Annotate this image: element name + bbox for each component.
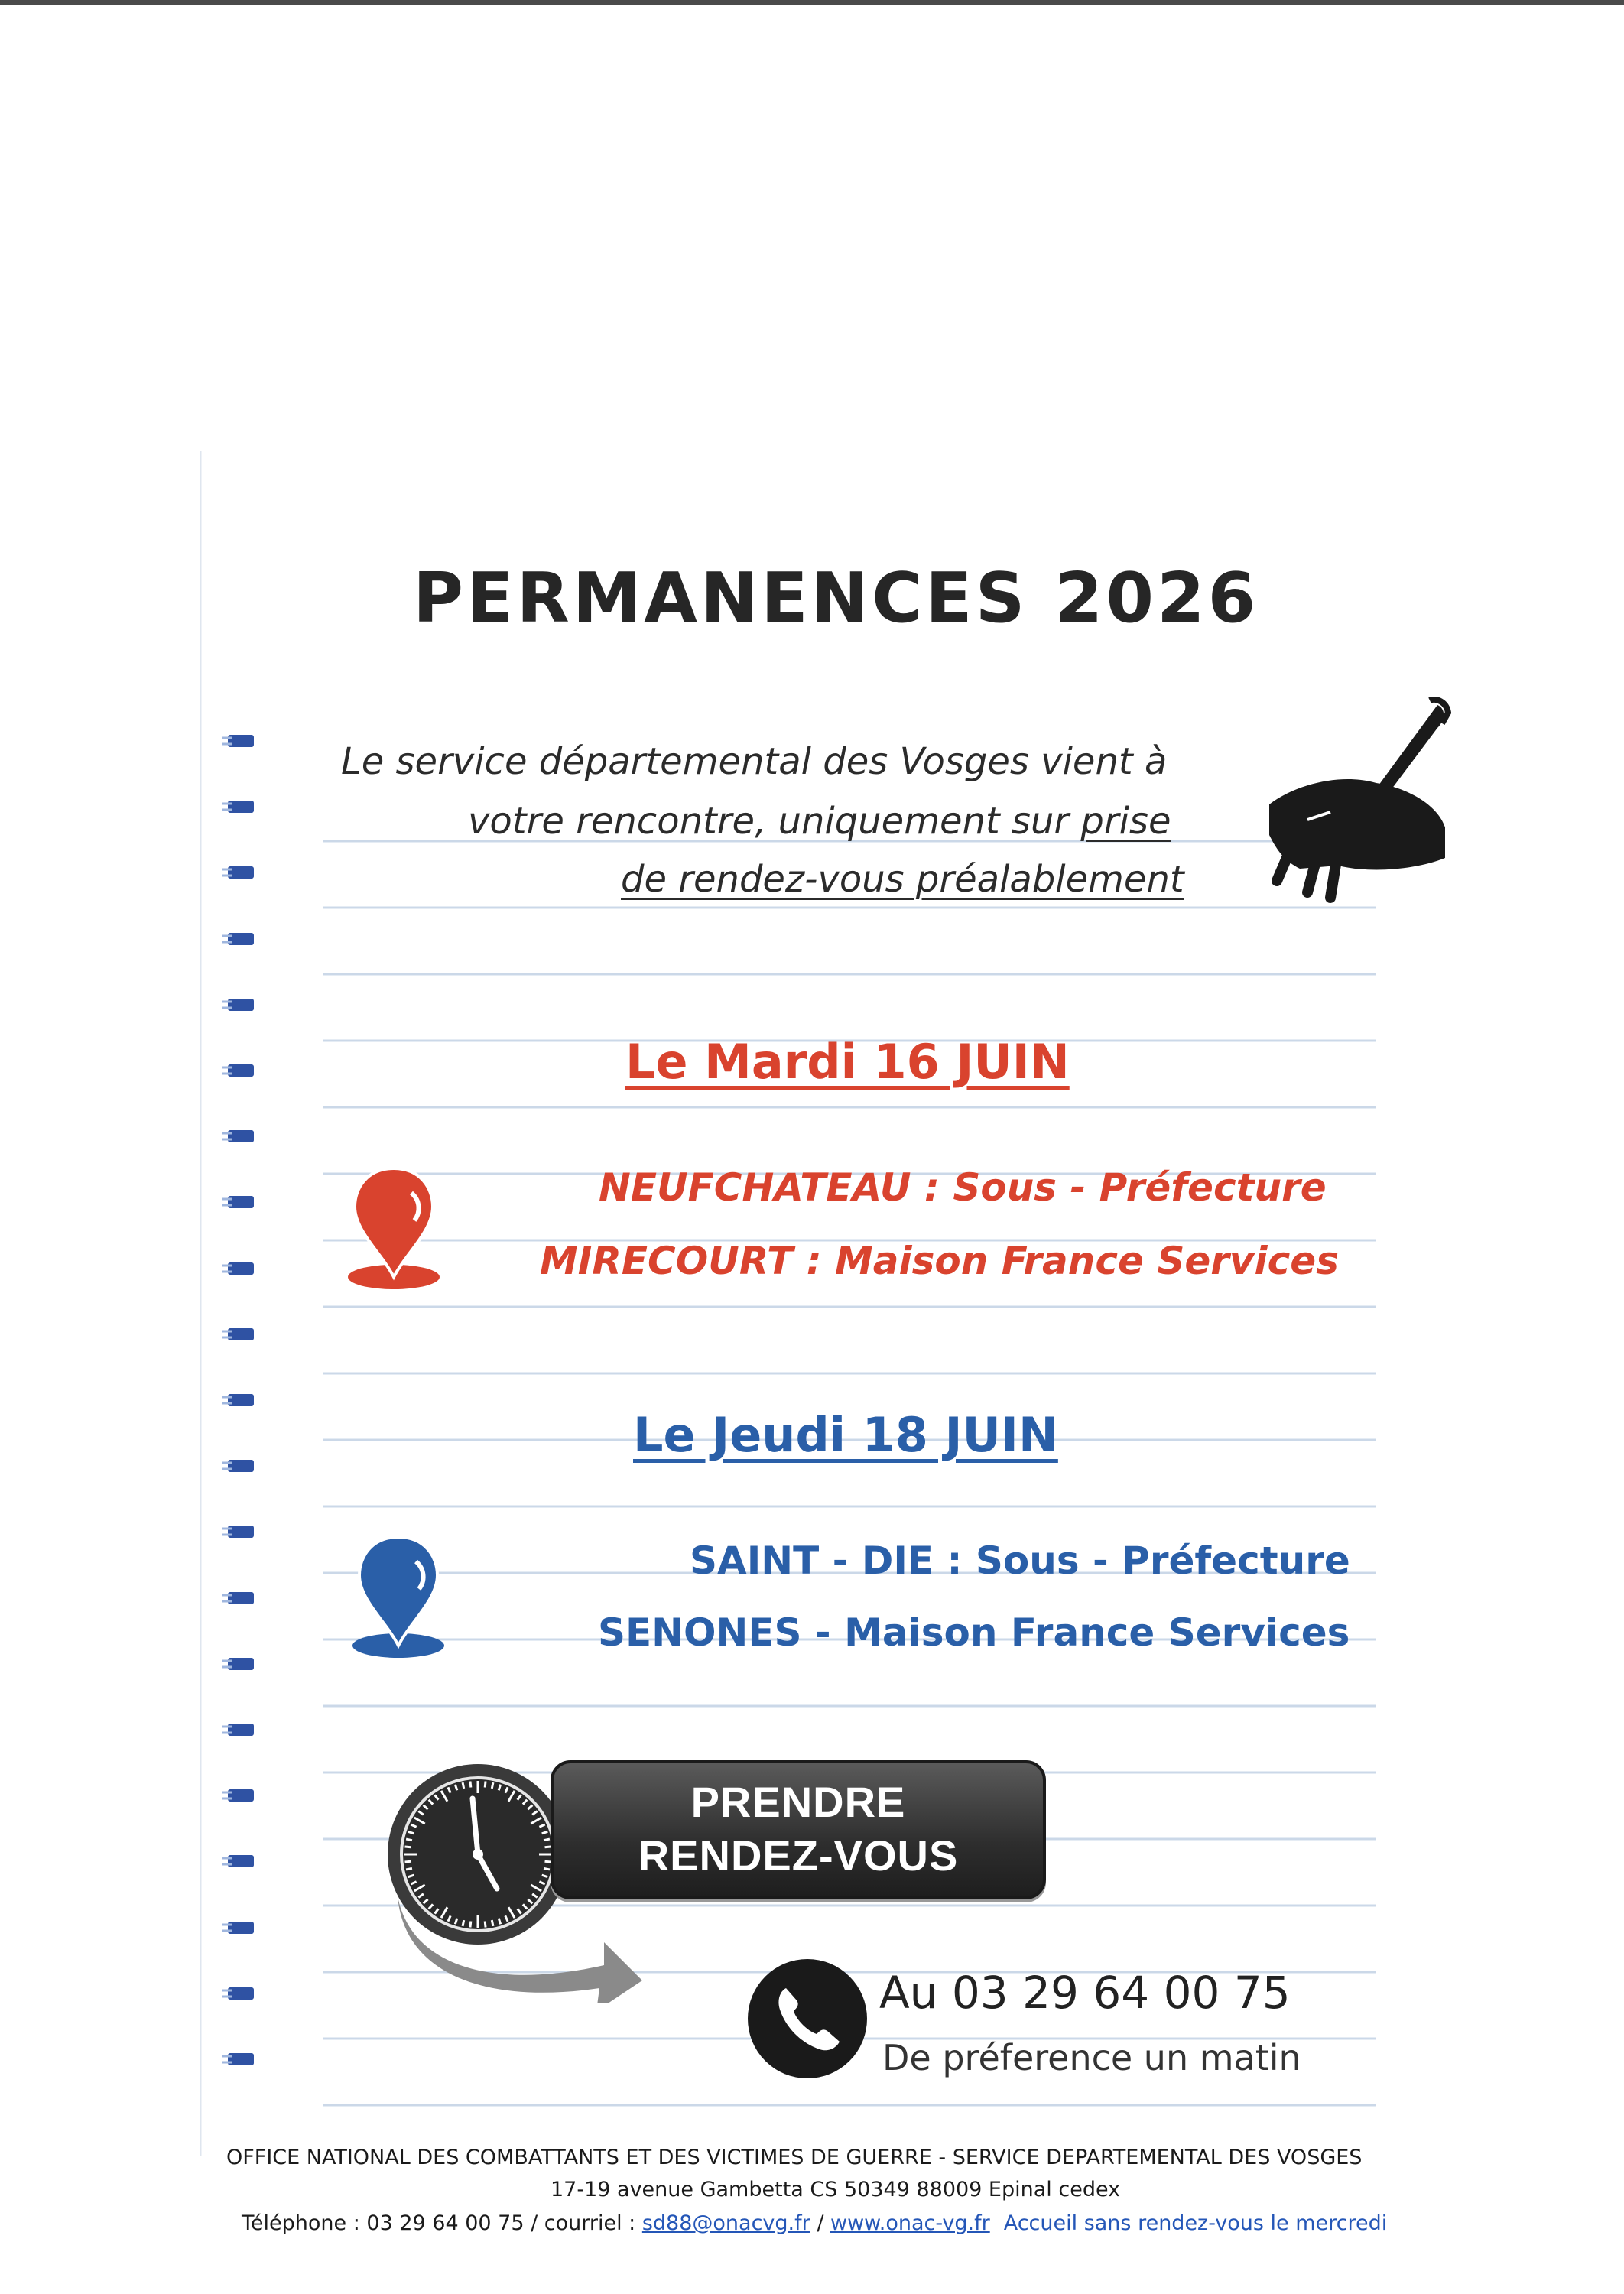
intro-line-2-text: votre rencontre, uniquement sur [468,800,1081,843]
clock-tick [406,1839,412,1841]
day1-place-1: NEUFCHATEAU : Sous - Préfecture [599,1165,1327,1210]
spiral-ring [222,1721,255,1738]
spiral-ring [222,1457,255,1474]
spiral-ring [222,1326,255,1343]
footer-notice: Accueil sans rendez-vous le mercredi [1003,2211,1388,2235]
day1-heading: Le Mardi 16 JUIN [625,1034,1070,1090]
button-label-line-2: RENDEZ-VOUS [638,1831,959,1880]
clock-tick [492,1920,493,1926]
spiral-ring [222,1985,255,2002]
clock-tick [544,1868,550,1870]
phone-icon [746,1958,869,2084]
day1-place-2: MIRECOURT : Maison France Services [540,1239,1339,1283]
spiral-ring [222,1656,255,1672]
phone-note: De préference un matin [882,2037,1301,2078]
spiral-ring [222,1128,255,1145]
clock-tick [485,1922,486,1928]
notebook-page [200,451,1376,2156]
footer-org: OFFICE NATIONAL DES COMBATTANTS ET DES VICTIMES DE GUERRE - SERVICE DEPARTEMENTAL DES VOSGES [226,2146,1363,2169]
clock-tick [470,1782,471,1788]
scan-edge [0,0,1624,5]
location-pin-icon [349,1531,448,1665]
spiral-ring [222,2051,255,2068]
spiral-ring [222,1787,255,1804]
intro-line-3: de rendez-vous préalablement [621,858,1184,901]
day2-place-1: SAINT - DIE : Sous - Préfecture [690,1539,1350,1583]
spiral-ring [222,1590,255,1607]
footer-website-link[interactable]: www.onac-vg.fr [830,2211,990,2235]
footer-email-link[interactable]: sd88@onacvg.fr [641,2211,810,2235]
spiral-ring [222,798,255,815]
clock-tick [405,1861,411,1862]
prendre-rendez-vous-button[interactable] [551,1760,1046,1899]
spiral-ring [222,1523,255,1540]
clock-tick [492,1782,493,1789]
footer-contact [242,2211,1387,2235]
page-title: PERMANENCES 2026 [413,558,1259,638]
clock-tick [485,1782,486,1788]
intro-line-2-underlined: prise [1080,800,1171,843]
location-pin-icon [344,1162,443,1296]
spiral-ring [222,1194,255,1210]
clock-tick [463,1782,464,1789]
notebook-lines [200,451,1376,2156]
phone-number: Au 03 29 64 00 75 [879,1967,1291,2019]
intro-line-1: Le service départemental des Vosges vient à [341,740,1168,783]
spiral-ring [222,733,255,749]
spiral-ring [222,1392,255,1409]
spiral-ring [222,996,255,1013]
button-label-line-1: PRENDRE [690,1778,906,1826]
pen-hand-icon [1254,697,1453,908]
clock-tick [463,1920,464,1926]
spiral-ring [222,931,255,947]
day2-place-2: SENONES - Maison France Services [598,1610,1350,1655]
spiral-ring [222,1260,255,1277]
footer-address: 17-19 avenue Gambetta CS 50349 88009 Epinal cedex [551,2178,1121,2201]
clock-tick [470,1922,471,1928]
footer-sep: / [810,2211,830,2235]
day2-heading: Le Jeudi 18 JUIN [633,1407,1058,1463]
spiral-ring [222,1062,255,1079]
clock-tick [544,1839,550,1841]
intro-line-2 [468,800,1171,843]
spiral-ring [222,864,255,881]
spiral-ring [222,1919,255,1936]
clock-tick [406,1868,412,1870]
spiral-ring [222,1853,255,1870]
footer-tel: Téléphone : 03 29 64 00 75 / courriel : [242,2211,642,2235]
